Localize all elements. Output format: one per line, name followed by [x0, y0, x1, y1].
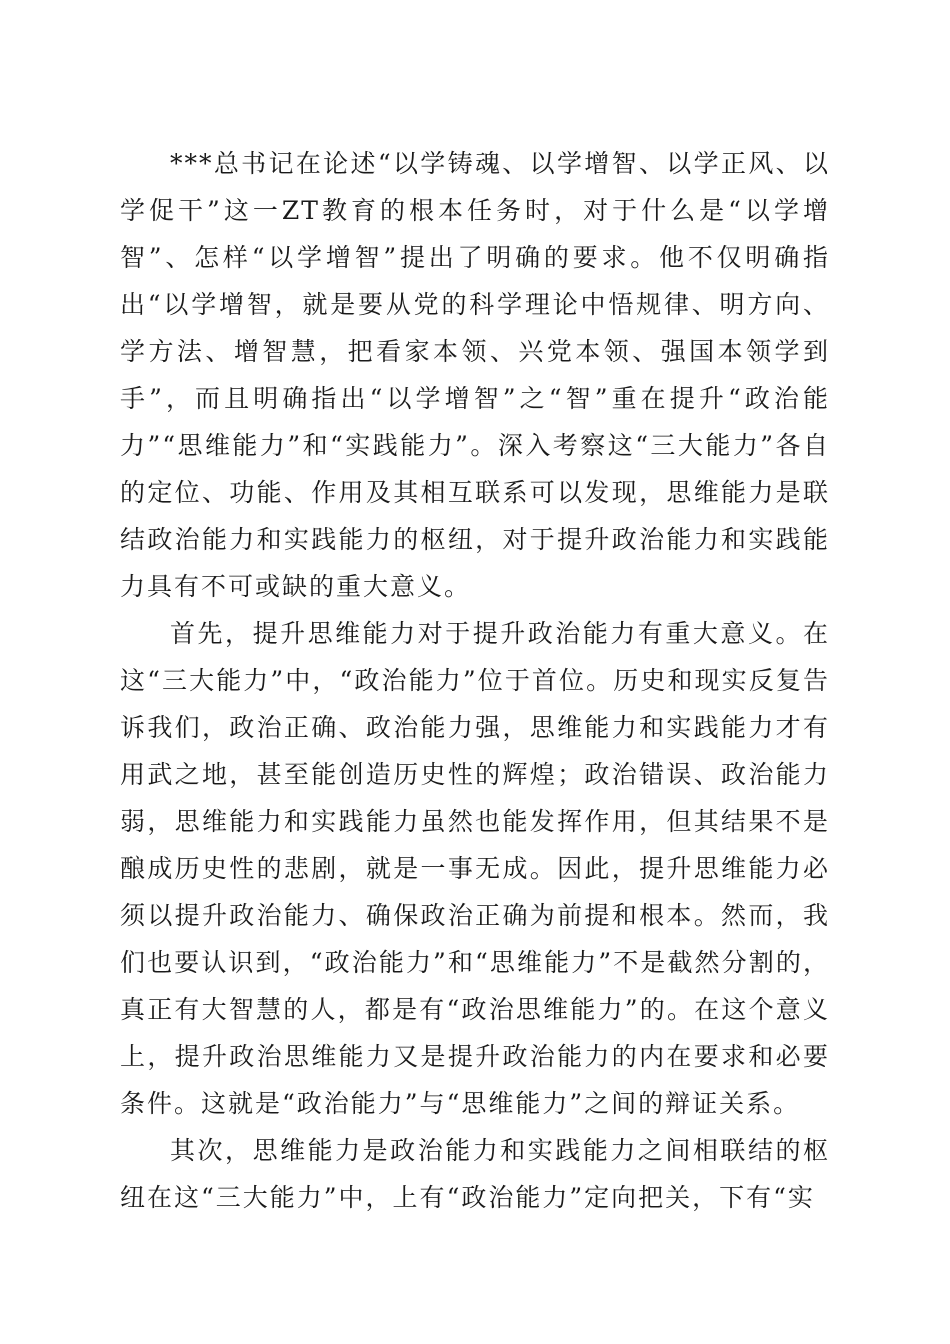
document-body: [120, 140, 830, 1221]
paragraph-first-point: 首先，提升思维能力对于提升政治能力有重大意义。在这“三大能力”中，“政治能力”位于首位。历史和现实反复告诉我们，政治正确、政治能力强，思维能力和实践能力才有用武之地，甚至能创造历史性的辉煌；政治错误、政治能力弱，思维能力和实践能力虽然也能发挥作用，但其结果不是酿成历史性的悲剧，就是一事无成。因此，提升思维能力必须以提升政治能力、确保政治正确为前提和根本。然而，我们也要认识到，“政治能力”和“思维能力”不是截然分割的，真正有大智慧的人，都是有“政治思维能力”的。在这个意义上，提升政治思维能力又是提升政治能力的内在要求和必要条件。这就是“政治能力”与“思维能力”之间的辩证关系。: [120, 619, 830, 1118]
paragraph-intro: ***总书记在论述“以学铸魂、以学增智、以学正风、以学促干”这一ZT教育的根本任务时，对于什么是“以学增智”、怎样“以学增智”提出了明确的要求。他不仅明确指出“以学增智，就是要从党的科学理论中悟规律、明方向、学方法、增智慧，把看家本领、兴党本领、强国本领学到手”，而且明确指出“以学增智”之“智”重在提升“政治能力”“思维能力”和“实践能力”。深入考察这“三大能力”各自的定位、功能、作用及其相互联系可以发现，思维能力是联结政治能力和实践能力的枢纽，对于提升政治能力和实践能力具有不可或缺的重大意义。: [120, 149, 830, 601]
paragraph-second-point: 其次，思维能力是政治能力和实践能力之间相联结的枢纽在这“三大能力”中，上有“政治能力”定向把关，下有“实: [120, 1136, 830, 1212]
